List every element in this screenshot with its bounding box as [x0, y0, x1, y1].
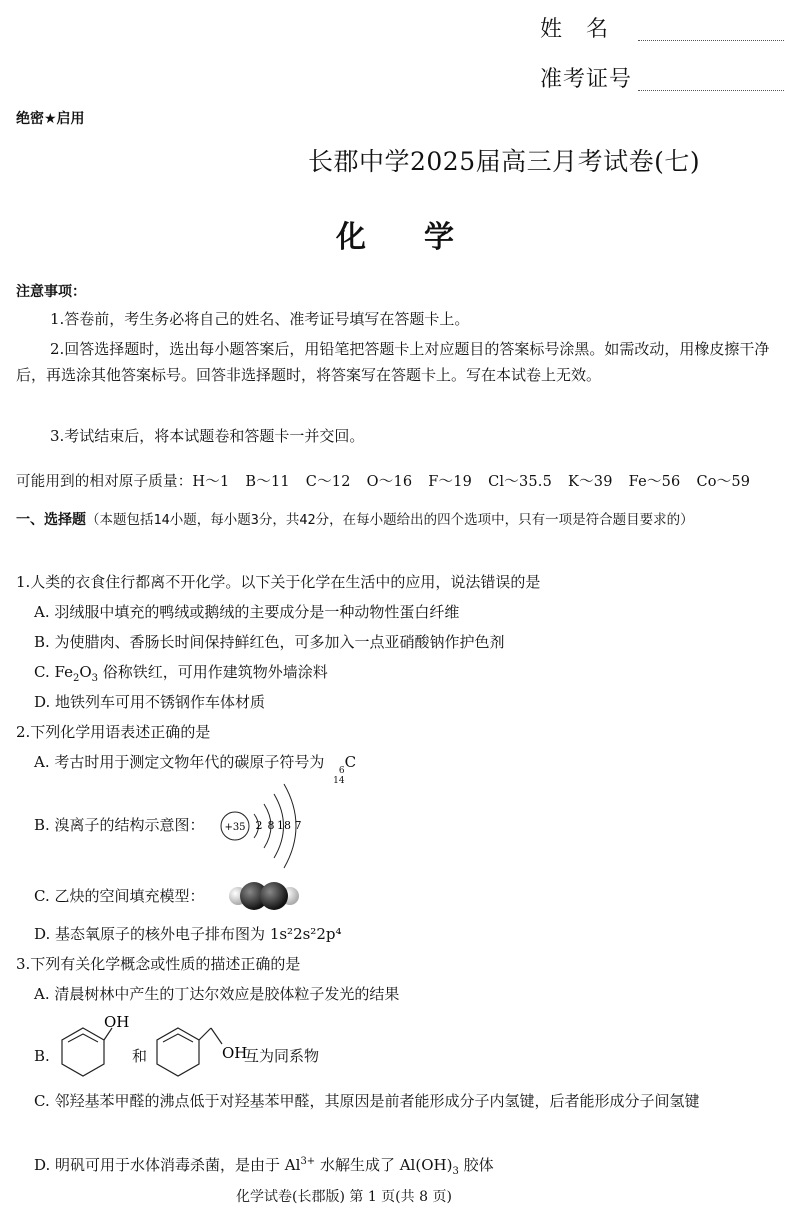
nucleus-charge: +35 — [224, 822, 246, 833]
section1-heading: 一、选择题 — [16, 512, 86, 528]
benzyl-oh-label: OH — [222, 1044, 248, 1062]
atomic-mass-cl: Cl～35.5 — [488, 474, 553, 490]
bromide-structure-diagram — [218, 778, 328, 874]
secret-mark: 绝密★启用 — [16, 111, 85, 127]
atomic-mass-co: Co～59 — [696, 474, 751, 490]
atomic-mass-fe: Fe～56 — [628, 474, 681, 490]
name-label: 姓 名 — [540, 17, 610, 42]
shell-1-count: 2 — [255, 819, 263, 832]
q2-option-d: D. 基态氧原子的核外电子排布图为 1s²2s²2p⁴ — [34, 925, 342, 943]
page-footer: 化学试卷(长郡版) 第 1 页(共 8 页) — [236, 1189, 452, 1205]
q2-option-a: A. 考古时用于测定文物年代的碳原子符号为 6 14 C — [34, 753, 357, 786]
notice-item-2: 2.回答选择题时，选出每小题答案后，用铅笔把答题卡上对应题目的答案标号涂黑。如需改动，用橡皮擦干净后，再选涂其他答案标号。回答非选择题时，将答案写在答题卡上。写在本试卷上无效。 — [16, 340, 770, 384]
q3-option-c: C. 邻羟基苯甲醛的沸点低于对羟基苯甲醛，其原因是前者能形成分子内氢键，后者能形成分子间氢键 — [34, 1092, 700, 1110]
acetylene-space-filling-model — [224, 880, 304, 912]
exam-id-label: 准考证号 — [540, 67, 633, 92]
notice-item-3: 3.考试结束后，将本试题卷和答题卡一并交回。 — [50, 427, 365, 445]
phenol-ring — [62, 1028, 104, 1076]
section1-desc: （本题包括14小题，每小题3分，共42分，在每小题给出的四个选项中，只有一项是符合题目要求的） — [86, 512, 694, 528]
exam-title: 长郡中学2025届高三月考试卷(七) — [308, 147, 701, 176]
shell-3-count: 18 — [277, 819, 291, 832]
atomic-masses-label: 可能用到的相对原子质量： — [16, 474, 193, 490]
q1-option-c: C. $Fe_2O_3$ 俗称铁红，可用作建筑物外墙涂料 — [34, 663, 328, 684]
phenol-structure — [48, 1013, 130, 1080]
exam-id-field[interactable] — [638, 90, 784, 91]
atomic-mass-b: B～11 — [245, 474, 290, 490]
q2-option-b-text: B. 溴离子的结构示意图： — [34, 816, 205, 834]
q1-option-a: A. 羽绒服中填充的鸭绒或鹅绒的主要成分是一种动物性蛋白纤维 — [34, 603, 460, 621]
q2-stem: 2.下列化学用语表述正确的是 — [16, 723, 211, 741]
section1-heading-block — [16, 507, 788, 533]
q3-option-a: A. 清晨树林中产生的丁达尔效应是胶体粒子发光的结果 — [34, 985, 400, 1003]
shell-2-count: 8 — [267, 819, 275, 832]
q3-option-b-rest: 互为同系物 — [244, 1047, 320, 1065]
notice-heading: 注意事项： — [16, 284, 86, 300]
benzyl-oh-bond — [211, 1028, 222, 1044]
atomic-mass-k: K～39 — [568, 474, 613, 490]
atomic-mass-c: C～12 — [305, 474, 351, 490]
carbon-atom-right — [260, 882, 288, 910]
benzyl-ring — [157, 1028, 199, 1076]
benzyl-ch2-bond — [199, 1028, 211, 1040]
atomic-mass-h: H～1 — [192, 474, 230, 490]
name-field[interactable] — [638, 40, 784, 41]
benzyl-inner-bond — [163, 1034, 193, 1042]
notice-item-1: 1.答卷前，考生务必将自己的姓名、准考证号填写在答题卡上。 — [50, 310, 470, 328]
q3-option-b-label: B. — [34, 1047, 50, 1065]
benzyl-alcohol-structure — [154, 1018, 254, 1080]
q3-option-b-and: 和 — [132, 1047, 148, 1065]
subject-title: 化学 — [336, 220, 512, 255]
shell-4-count: 7 — [294, 819, 302, 832]
atomic-masses-row — [16, 470, 750, 491]
q3-option-d: D. 明矾可用于水体消毒杀菌，是由于 $Al^{3+}$ 水解生成了 $Al(OH)_3$ 胶体 — [34, 1156, 494, 1177]
q1-option-b: B. 为使腊肉、香肠长时间保持鲜红色，可多加入一点亚硝酸钠作护色剂 — [34, 633, 505, 651]
q1-option-d: D. 地铁列车可用不锈钢作车体材质 — [34, 693, 266, 711]
atomic-mass-f: F～19 — [428, 474, 473, 490]
oxygen-config: 1s²2s²2p⁴ — [269, 925, 342, 943]
q1-stem: 1.人类的衣食住行都离不开化学。以下关于化学在生活中的应用，说法错误的是 — [16, 573, 541, 591]
phenol-oh-label: OH — [104, 1013, 130, 1031]
phenol-inner-bond — [68, 1034, 98, 1042]
q2-option-c-text: C. 乙炔的空间填充模型： — [34, 887, 205, 905]
q3-stem: 3.下列有关化学概念或性质的描述正确的是 — [16, 955, 301, 973]
isotope-notation: 6 14 — [333, 766, 345, 786]
atomic-mass-o: O～16 — [366, 474, 413, 490]
